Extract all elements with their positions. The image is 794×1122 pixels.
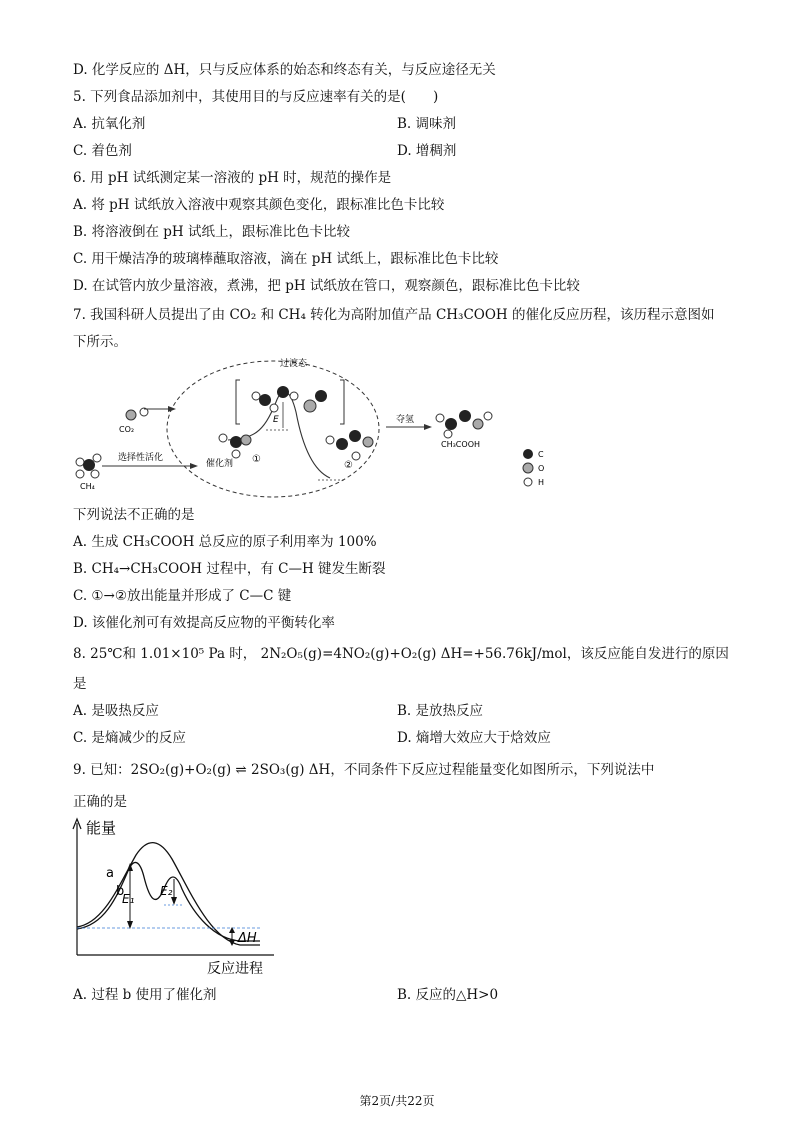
q8-option-c: C. 是熵减少的反应: [73, 730, 186, 746]
h-capture-label: 夺氢: [396, 415, 415, 425]
q8-option-a: A. 是吸热反应: [73, 703, 159, 719]
co2-label: CO₂: [119, 425, 135, 434]
question-8-cont: 是: [73, 676, 87, 692]
transition-ellipse: [167, 361, 379, 497]
dh-label: ΔH: [238, 931, 257, 946]
q5-option-c: C. 着色剂: [73, 143, 132, 159]
q7-option-b: B. CH₄→CH₃COOH 过程中，有 C—H 键发生断裂: [73, 561, 386, 577]
y-axis-label: 能量: [86, 819, 117, 837]
page-footer: 第2页/共22页: [359, 1094, 435, 1108]
question-6: 6. 用 pH 试纸测定某一溶液的 pH 时，规范的操作是: [73, 170, 392, 186]
question-7: 7. 我国科研人员提出了由 CO₂ 和 CH₄ 转化为高附加值产品 CH₃COOH 的催化反应历程，该历程示意图如: [73, 307, 715, 323]
q9-option-b: B. 反应的△H>0: [397, 987, 499, 1003]
q5-option-b: B. 调味剂: [397, 116, 457, 132]
transition-state-label: 过渡态: [280, 359, 308, 369]
legend-c-marker: [523, 449, 533, 459]
q5-option-d: D. 增稠剂: [397, 143, 457, 159]
q9-option-a: A. 过程 b 使用了催化剂: [73, 987, 217, 1003]
q6-option-c: C. 用干燥洁净的玻璃棒蘸取溶液，滴在 pH 试纸上，跟标准比色卡比较: [73, 251, 499, 267]
e1-label: E₁: [122, 892, 135, 906]
legend-h-marker: [524, 478, 532, 486]
q6-option-a: A. 将 pH 试纸放入溶液中观察其颜色变化，跟标准比色卡比较: [73, 197, 445, 213]
legend-o-marker: [523, 463, 533, 473]
step-2-label: ②: [344, 460, 353, 471]
q8-option-d: D. 熵增大效应大于焓效应: [397, 730, 551, 746]
x-axis-label: 反应进程: [207, 961, 263, 977]
option-d-q4: D. 化学反应的 ΔH，只与反应体系的始态和终态有关，与反应途径无关: [73, 62, 496, 78]
question-9-cont: 正确的是: [73, 794, 127, 810]
q5-option-a: A. 抗氧化剂: [73, 116, 146, 132]
question-8: 8. 25℃和 1.01×10⁵ Pa 时， 2N₂O₅(g)=4NO₂(g)+O₂(g) ΔH=+56.76kJ/mol，该反应能自发进行的原因: [73, 646, 729, 662]
question-5: 5. 下列食品添加剂中，其使用目的与反应速率有关的是( ): [73, 89, 439, 105]
e2-label: E₂: [160, 884, 173, 898]
curve-a-label: a: [106, 866, 114, 881]
q6-option-b: B. 将溶液倒在 pH 试纸上，跟标准比色卡比较: [73, 224, 350, 240]
activation-label: 选择性活化: [118, 453, 164, 463]
product-label: CH₃COOH: [441, 440, 481, 449]
curve-b-label: b: [116, 884, 125, 899]
figure-7-reaction-mechanism: [68, 352, 568, 504]
legend-o: O: [538, 464, 545, 473]
question-7-stem: 下列说法不正确的是: [73, 507, 195, 523]
legend-h: H: [538, 478, 545, 487]
q7-option-c: C. ①→②放出能量并形成了 C—C 键: [73, 588, 292, 604]
ch4-label: CH₄: [80, 482, 95, 491]
figure-9-energy-diagram: [64, 815, 284, 980]
question-9: 9. 已知：2SO₂(g)+O₂(g) ⇌ 2SO₃(g) ΔH，不同条件下反应过程能量变化如图所示，下列说法中: [73, 762, 655, 778]
catalyst-label: 催化剂: [206, 459, 234, 469]
q6-option-d: D. 在试管内放少量溶液，煮沸，把 pH 试纸放在管口，观察颜色，跟标准比色卡比较: [73, 278, 580, 294]
question-7-cont: 下所示。: [73, 334, 127, 350]
q8-option-b: B. 是放热反应: [397, 703, 484, 719]
q7-option-a: A. 生成 CH₃COOH 总反应的原子利用率为 100%: [73, 534, 377, 550]
q7-option-d: D. 该催化剂可有效提高反应物的平衡转化率: [73, 615, 335, 631]
energy-e-label: E: [273, 415, 279, 425]
legend-c: C: [538, 450, 544, 459]
step-1-label: ①: [252, 454, 261, 465]
